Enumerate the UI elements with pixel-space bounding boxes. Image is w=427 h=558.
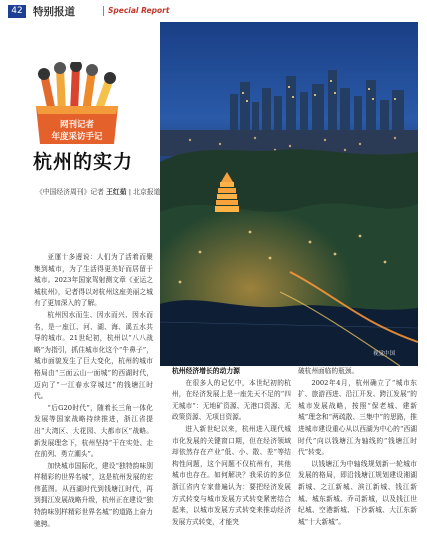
paragraph: 杭州因水而生、因水而兴、因水而名，是一座江、河、湖、海、溪五水共导的城市。21世纪初，杭州以“八八战略”为指引，抓住城市化这个“牛鼻子”，城市面貌发生了巨大变化，杭州的城市格局由“三面云山一面城”的西湖时代，迈向了“一江春水穿城过”的钱塘江时代。 xyxy=(34,310,153,401)
paragraph: 加快城市国际化，建设“独特韵味别样精彩的世界名城”，这是杭州发展的宏伟蓝图。从西湖时代到钱塘江时代，再到拥江发展战略升级，杭州正在建设“独特韵味别样精彩世界名城”的道路上奋力驰骋。 xyxy=(34,461,153,528)
paragraph: 在很多人的记忆中，本世纪初的杭州，在经济发展上是一座先天不足的“四无城市”：无地矿资源、无港口资源、无政策资源、无项目资源。 xyxy=(172,378,291,422)
article-column-1 xyxy=(34,252,153,530)
page-header xyxy=(0,0,427,24)
paragraph: “后G20时代”，随着长三角一体化发展等国家战略持续推进，浙江省提出“大湾区、大花园、大都市区”战略。新发展理念下，杭州坚持“干在实处、走在前列、勇立潮头”。 xyxy=(34,403,153,459)
article-column-3 xyxy=(298,366,417,528)
paragraph: 2002年4月，杭州确立了“城市东扩、旅游西进、沿江开发、跨江发展”的城市发展战略，按照“保老城、建新城”理念和“两疏散、三集中”的思路，推进城市建设重心从以西湖为中心的“西湖时代”向以钱塘江为轴线的“钱塘江时代”转变。 xyxy=(298,378,417,457)
section-title: 特别报道 xyxy=(33,6,75,18)
article-title: 杭州的实力 xyxy=(33,151,134,173)
byline-prefix: 《中国经济周刊》记者 xyxy=(36,188,104,196)
paragraph: 以钱塘江为中轴线规划新一轮城市发展的格局，即沿钱塘江规划建设湘湖新城、之江新城、滨江新城、钱江新城、城东新城、乔司新城，以及钱江世纪城、空港新城、下沙新城、大江东新城“十大新城”。 xyxy=(298,459,417,526)
paragraph: 破杭州面临的瓶颈。 xyxy=(298,367,359,375)
byline-author: 王红茹 xyxy=(106,188,127,196)
photo-credit: 视觉中国 xyxy=(373,351,396,357)
byline-suffix: | 北京报道 xyxy=(128,188,161,196)
byline xyxy=(36,186,160,196)
column-logo xyxy=(22,62,132,146)
paragraph: 亚運十多邊说：人们为了活着而聚集到城市，为了生活得更美好而居留于城市。2023年国家驾射测文章《亚运之城杭州》，记者得以对杭州这座美丽之城有了更加深入的了解。 xyxy=(34,253,153,308)
header-divider xyxy=(103,6,104,16)
logo-line1: 网刊记者 xyxy=(59,120,94,130)
article-column-2 xyxy=(172,366,291,528)
hangzhou-night-photo xyxy=(160,22,418,366)
logo-line2: 年度采访手记 xyxy=(51,132,103,142)
page-number: 42 xyxy=(8,5,26,18)
paragraph: 进入新世纪以来，杭州进入现代城市化发展的关键窗口期，但在经济领域却依然存在产业“低、小、散、差”等结构性问题，这个问题不仅杭州有，其他城市也存在。如何解决？我采访的多位浙江省内专家普遍认为：要把经济发展方式转变与城市发展方式转变紧密结合起来，以城市发展方式转变来推动经济发展方式转变，才能突 xyxy=(172,424,291,526)
subheading: 杭州经济增长的动力源 xyxy=(172,367,240,375)
section-title-en: Special Report xyxy=(108,6,170,15)
